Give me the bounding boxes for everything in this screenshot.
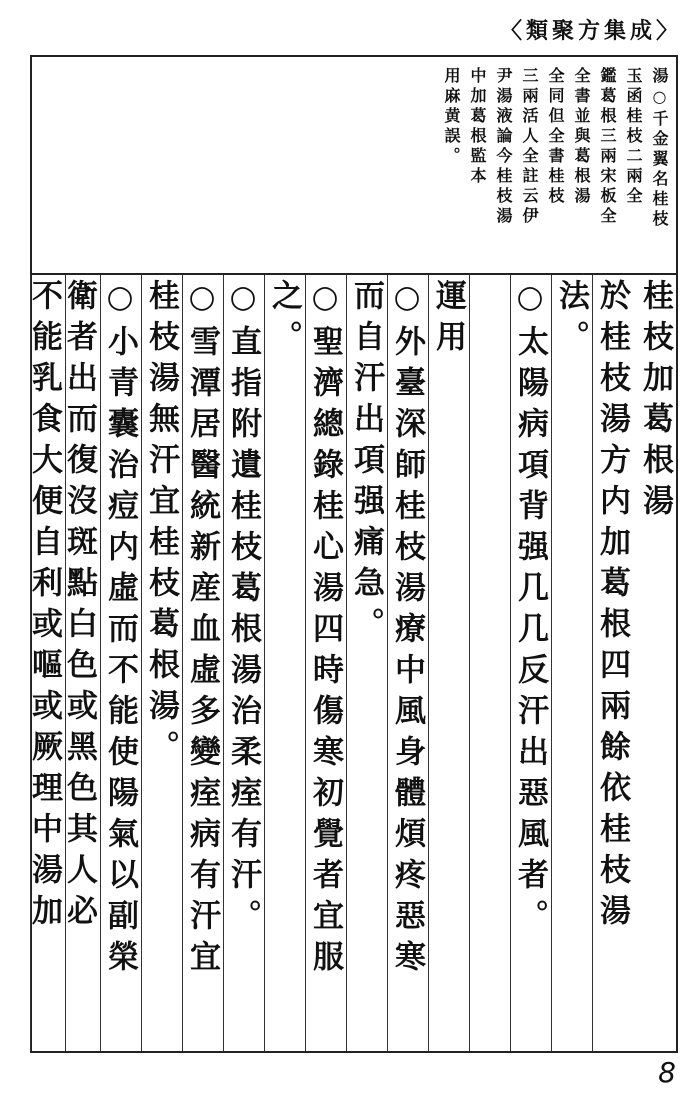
text-column: ○聖濟總錄桂心湯四時傷寒初覺者宜服 bbox=[305, 275, 346, 1051]
annotation-text bbox=[372, 67, 672, 267]
text-column: 不能乳食大便自利或嘔或厥理中湯加 bbox=[30, 275, 65, 1051]
annotation-column: 鑑葛根三兩宋板全 bbox=[598, 67, 617, 227]
annotation-column: 全書並與葛根湯 bbox=[572, 67, 591, 207]
text-column: 衛者出而復沒斑點白色或黑色其人必 bbox=[65, 275, 100, 1051]
annotation-column: 全同但全書桂枝 bbox=[546, 67, 565, 207]
text-column: ○雪潭居醫統新産血虛多變痓病有汗宜 bbox=[182, 275, 223, 1051]
text-column: 桂枝湯無汗宜桂枝葛根湯。 bbox=[141, 275, 182, 1051]
text-column: ○太陽病項背强几几反汗出惡風者。 bbox=[510, 275, 551, 1051]
text-column: 運用 bbox=[428, 275, 469, 1051]
text-column: 桂枝加葛根湯 bbox=[637, 279, 673, 525]
text-column: 於桂枝湯方内加葛根四兩餘依桂枝湯 bbox=[592, 275, 633, 1051]
annotation-column: 玉函桂枝二兩全 bbox=[624, 67, 643, 207]
book-title-header: 〈類聚方集成〉 bbox=[499, 18, 682, 44]
text-column: 法。 bbox=[551, 275, 592, 1051]
main-text-band bbox=[26, 275, 676, 1051]
text-column: 而自汗出項强痛急。 bbox=[346, 275, 387, 1051]
annotation-column: 中加葛根監本 bbox=[468, 67, 487, 187]
text-column: ○直指附遺桂枝葛根湯治柔痓有汗。 bbox=[223, 275, 264, 1051]
annotation-column: 尹湯液論今桂枝湯 bbox=[494, 67, 513, 227]
text-column: ○外臺深師桂枝湯療中風身體煩疼惡寒 bbox=[387, 275, 428, 1051]
annotation-column: 三兩活人全註云伊 bbox=[520, 67, 539, 227]
page-number: 8 bbox=[658, 1056, 676, 1089]
page-frame bbox=[26, 55, 678, 1053]
annotation-column: 用麻黄誤。 bbox=[442, 67, 461, 167]
text-column bbox=[469, 275, 510, 1051]
text-column: 之。 bbox=[264, 275, 305, 1051]
annotation-band bbox=[32, 57, 676, 275]
text-column: ○小青囊治痘内虛而不能使陽氣以副榮 bbox=[100, 275, 141, 1051]
annotation-column: 湯○千金翼名桂枝 bbox=[650, 67, 669, 230]
